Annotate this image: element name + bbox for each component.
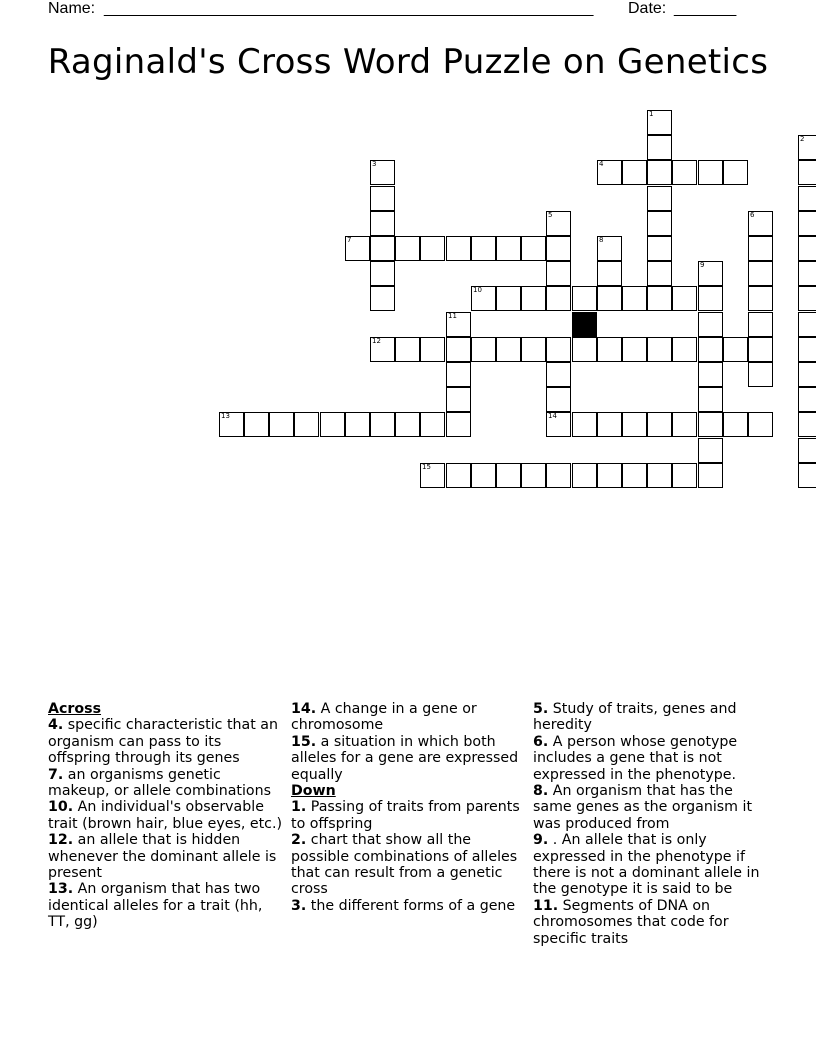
crossword-cell[interactable] [370,337,395,362]
clue-number: 7. [48,766,64,783]
across-heading: Across [48,701,102,717]
cell-number: 14 [548,412,557,420]
crossword-cell[interactable] [572,286,597,311]
cell-number: 11 [448,312,457,320]
crossword-cell[interactable] [546,362,571,387]
clue-text: Study of traits, genes and heredity [533,701,737,734]
crossword-cell[interactable] [446,387,471,412]
crossword-cell[interactable] [647,412,672,437]
clue-text: An individual's observable trait (brown hair, blue eyes, etc.) [48,799,283,832]
crossword-cell[interactable] [597,236,622,261]
crossword-cell[interactable] [395,337,420,362]
crossword-cell[interactable] [244,412,269,437]
clue-down-3 [291,898,527,914]
crossword-cell[interactable] [672,463,697,488]
crossword-cell[interactable] [698,312,723,337]
crossword-cell[interactable] [521,337,546,362]
crossword-cell[interactable] [748,236,773,261]
crossword-cell[interactable] [597,337,622,362]
crossword-cell[interactable] [572,337,597,362]
crossword-cell[interactable] [672,286,697,311]
crossword-cell[interactable] [471,463,496,488]
crossword-cell[interactable] [647,211,672,236]
crossword-cell[interactable] [370,261,395,286]
crossword-cell[interactable] [546,412,571,437]
crossword-cell[interactable] [446,463,471,488]
crossword-cell[interactable] [370,186,395,211]
crossword-cell[interactable] [798,463,816,488]
crossword-cell[interactable] [546,261,571,286]
crossword-cell[interactable] [622,286,647,311]
crossword-cell[interactable] [546,337,571,362]
crossword-cell[interactable] [521,286,546,311]
crossword-cell[interactable] [698,337,723,362]
crossword-cell[interactable] [395,412,420,437]
crossword-cell[interactable] [446,236,471,261]
cell-number: 13 [221,412,230,420]
crossword-cell[interactable] [496,463,521,488]
crossword-cell[interactable] [521,236,546,261]
crossword-cell[interactable] [370,412,395,437]
clue-across-7 [48,767,284,800]
clue-text: . An allele that is only expressed in the phenotype if there is not a dominant allele in the genotype it is said to be [533,832,760,898]
clue-down-5 [533,701,769,734]
clue-down-8 [533,783,769,832]
crossword-cell[interactable] [597,261,622,286]
crossword-cell[interactable] [446,412,471,437]
crossword-cell[interactable] [546,236,571,261]
clue-text: A person whose genotype includes a gene that is not expressed in the phenotype. [533,733,738,783]
crossword-cell[interactable] [521,463,546,488]
clue-down-6 [533,734,769,783]
crossword-cell[interactable] [320,412,345,437]
clue-text: An organism that has the same genes as the organism it was produced from [533,783,753,832]
crossword-cell[interactable] [672,337,697,362]
crossword-cell[interactable] [420,236,445,261]
date-blank-line[interactable]: _______ [674,0,737,17]
cell-number: 2 [800,135,805,143]
crossword-cell[interactable] [345,236,370,261]
clues-column-2 [291,701,527,914]
clue-down-1 [291,799,527,832]
crossword-cell[interactable] [748,261,773,286]
date-label: Date: [628,0,667,17]
crossword-cell[interactable] [496,286,521,311]
crossword-cell[interactable] [597,463,622,488]
crossword-cell[interactable] [471,236,496,261]
crossword-cell[interactable] [546,211,571,236]
clue-number: 4. [48,717,64,734]
crossword-cell[interactable] [698,362,723,387]
crossword-cell[interactable] [471,286,496,311]
crossword-cell[interactable] [798,286,816,311]
crossword-cell[interactable] [798,387,816,412]
crossword-cell[interactable] [698,463,723,488]
crossword-cell[interactable] [420,412,445,437]
clue-number: 13. [48,881,74,898]
crossword-cell[interactable] [345,412,370,437]
crossword-cell[interactable] [647,463,672,488]
crossword-cell[interactable] [546,387,571,412]
name-blank-line[interactable]: _______________________________________________________ [104,0,594,17]
crossword-cell[interactable] [698,286,723,311]
page-title: Raginald's Cross Word Puzzle on Genetics [47,42,769,82]
crossword-cell[interactable] [672,160,697,185]
cell-number: 15 [422,463,431,471]
cell-number: 6 [750,211,755,219]
crossword-cell[interactable] [798,261,816,286]
crossword-cell[interactable] [698,387,723,412]
crossword-cell[interactable] [647,236,672,261]
cell-number: 7 [347,236,352,244]
crossword-cell[interactable] [471,337,496,362]
clue-text: a situation in which both alleles for a gene are expressed equally [291,733,519,783]
crossword-cell[interactable] [647,160,672,185]
clue-number: 15. [291,733,317,750]
clue-across-15 [291,734,527,783]
crossword-cell[interactable] [798,186,816,211]
crossword-cell[interactable] [723,412,748,437]
clue-number: 6. [533,733,549,750]
cell-number: 1 [649,110,654,118]
crossword-cell[interactable] [496,236,521,261]
crossword-cell[interactable] [546,463,571,488]
cell-number: 4 [599,160,604,168]
crossword-cell[interactable] [672,412,697,437]
clue-number: 3. [291,897,307,914]
crossword-cell[interactable] [647,186,672,211]
clue-text: an allele that is hidden whenever the dominant allele is present [48,832,277,882]
crossword-cell[interactable] [798,160,816,185]
clue-number: 5. [533,701,549,717]
crossword-cell[interactable] [622,412,647,437]
crossword-cell[interactable] [370,160,395,185]
clue-number: 12. [48,832,74,849]
crossword-cell[interactable] [496,337,521,362]
crossword-cell[interactable] [798,438,816,463]
crossword-cell[interactable] [370,286,395,311]
crossword-cell[interactable] [269,412,294,437]
crossword-cell[interactable] [294,412,319,437]
crossword-cell[interactable] [622,337,647,362]
crossword-cell[interactable] [219,412,244,437]
clue-text: An organism that has two identical alleles for a trait (hh, TT, gg) [48,881,263,931]
clue-across-13 [48,881,284,930]
clue-across-10 [48,799,284,832]
crossword-cell[interactable] [420,337,445,362]
clue-across-12 [48,832,284,881]
crossword-cell[interactable] [748,337,773,362]
clue-text: the different forms of a gene [306,897,516,914]
crossword-cell[interactable] [370,211,395,236]
crossword-cell[interactable] [798,312,816,337]
crossword-cell[interactable] [446,362,471,387]
clues-column-1 [48,701,284,931]
crossword-cell[interactable] [647,286,672,311]
crossword-cell[interactable] [748,286,773,311]
name-label: Name: [48,0,96,17]
clue-across-4 [48,717,284,766]
crossword-grid [0,0,816,500]
clue-down-11 [533,898,769,947]
crossword-cell[interactable] [597,286,622,311]
crossword-cell[interactable] [546,286,571,311]
crossword-cell[interactable] [798,337,816,362]
crossword-cell[interactable] [395,236,420,261]
crossword-cell[interactable] [748,362,773,387]
crossword-cell[interactable] [748,412,773,437]
cell-number: 9 [700,261,705,269]
clue-down-9 [533,832,769,898]
crossword-cell[interactable] [622,160,647,185]
crossword-cell[interactable] [446,312,471,337]
cell-number: 3 [372,160,377,168]
clue-text: Segments of DNA on chromosomes that code for specific traits [533,897,729,947]
crossword-cell[interactable] [798,211,816,236]
crossword-cell[interactable] [647,135,672,160]
crossword-cell[interactable] [420,463,445,488]
crossword-cell[interactable] [446,337,471,362]
clue-text: Passing of traits from parents to offspring [291,799,520,832]
crossword-cell[interactable] [723,160,748,185]
crossword-cell[interactable] [698,261,723,286]
crossword-cell[interactable] [798,236,816,261]
crossword-cell[interactable] [748,211,773,236]
clue-down-2 [291,832,527,898]
cell-number: 8 [599,236,604,244]
cell-number: 5 [548,211,553,219]
crossword-cell[interactable] [647,337,672,362]
blocked-cell [572,312,597,337]
clue-text: an organisms genetic makeup, or allele combinations [48,766,271,800]
crossword-cell[interactable] [698,412,723,437]
crossword-cell[interactable] [798,362,816,387]
cell-number: 10 [473,286,482,294]
crossword-cell[interactable] [370,236,395,261]
crossword-cell[interactable] [748,312,773,337]
crossword-cell[interactable] [647,261,672,286]
cell-number: 12 [372,337,381,345]
clue-number: 10. [48,799,74,816]
clue-number: 14. [291,701,317,717]
clue-across-14 [291,701,527,734]
crossword-cell[interactable] [647,110,672,135]
crossword-cell[interactable] [798,412,816,437]
clue-text: chart that show all the possible combinations of alleles that can result from a genetic cross [291,832,518,898]
crossword-cell[interactable] [723,337,748,362]
clue-number: 1. [291,799,307,816]
crossword-cell[interactable] [597,160,622,185]
clue-number: 9. [533,832,549,849]
crossword-cell[interactable] [622,463,647,488]
clue-text: A change in a gene or chromosome [291,701,477,734]
clue-text: specific characteristic that an organism can pass to its offspring through its genes [48,717,278,767]
crossword-cell[interactable] [572,463,597,488]
crossword-cell[interactable] [798,135,816,160]
down-heading: Down [291,783,336,800]
crossword-cell[interactable] [597,412,622,437]
clue-number: 11. [533,897,559,914]
clues-column-3 [533,701,769,947]
crossword-cell[interactable] [698,438,723,463]
clue-number: 2. [291,832,307,849]
clue-number: 8. [533,783,549,800]
crossword-cell[interactable] [572,412,597,437]
crossword-cell[interactable] [698,160,723,185]
